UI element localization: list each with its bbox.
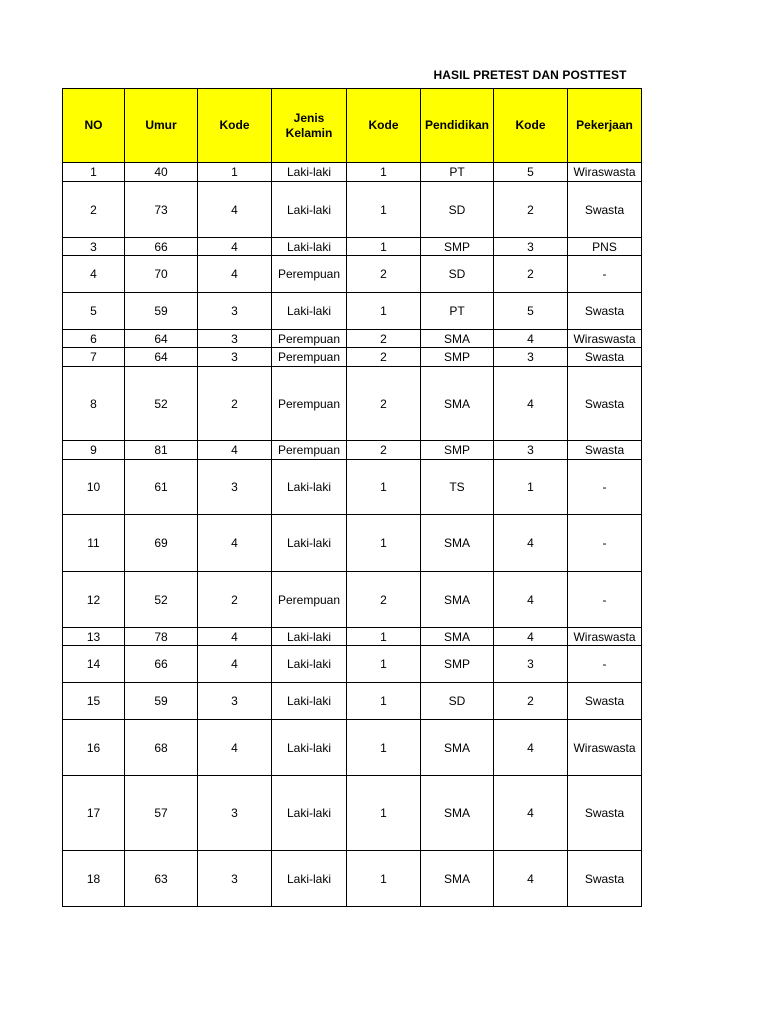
cell-kode: 2 xyxy=(347,256,421,293)
header-pekerjaan xyxy=(568,89,642,163)
cell-no: 6 xyxy=(63,330,125,348)
cell-no: 5 xyxy=(63,293,125,330)
table-row xyxy=(63,683,642,720)
cell-kode: 4 xyxy=(494,367,568,441)
cell-no: 10 xyxy=(63,460,125,515)
cell-jenis-kelamin: Perempuan xyxy=(272,367,347,441)
cell-pendidikan: PT xyxy=(421,163,494,182)
cell-pekerjaan: Swasta xyxy=(568,367,642,441)
cell-no: 4 xyxy=(63,256,125,293)
cell-kode: 4 xyxy=(198,441,272,460)
header-label: Umur xyxy=(145,118,177,132)
cell-kode: 3 xyxy=(198,348,272,367)
cell-kode: 4 xyxy=(198,646,272,683)
cell-pekerjaan: Swasta xyxy=(568,293,642,330)
table-row xyxy=(63,348,642,367)
cell-jenis-kelamin: Laki-laki xyxy=(272,776,347,851)
cell-pekerjaan: Wiraswasta xyxy=(568,163,642,182)
header-label: Kode xyxy=(219,118,250,132)
cell-jenis-kelamin: Laki-laki xyxy=(272,851,347,907)
cell-kode: 2 xyxy=(347,330,421,348)
table-row xyxy=(63,628,642,646)
cell-pekerjaan: - xyxy=(568,646,642,683)
header-label: NO xyxy=(84,118,103,132)
header-label: Pendidikan xyxy=(424,118,489,132)
cell-jenis-kelamin: Laki-laki xyxy=(272,646,347,683)
header-umur xyxy=(125,89,198,163)
cell-kode: 5 xyxy=(494,293,568,330)
cell-pendidikan: SMA xyxy=(421,367,494,441)
cell-umur: 63 xyxy=(125,851,198,907)
table-row xyxy=(63,460,642,515)
cell-kode: 2 xyxy=(347,441,421,460)
cell-pekerjaan: - xyxy=(568,515,642,572)
cell-kode: 3 xyxy=(198,776,272,851)
header-jenis-kelamin xyxy=(272,89,347,163)
header-label: Jenis Kelamin xyxy=(285,110,333,140)
cell-pendidikan: SMA xyxy=(421,628,494,646)
cell-kode: 3 xyxy=(494,646,568,683)
cell-kode: 1 xyxy=(347,293,421,330)
cell-no: 3 xyxy=(63,238,125,256)
cell-jenis-kelamin: Perempuan xyxy=(272,441,347,460)
cell-pendidikan: SMP xyxy=(421,348,494,367)
cell-kode: 4 xyxy=(494,330,568,348)
cell-kode: 1 xyxy=(347,720,421,776)
cell-kode: 2 xyxy=(198,572,272,628)
cell-kode: 4 xyxy=(494,851,568,907)
cell-kode: 4 xyxy=(198,515,272,572)
table-row xyxy=(63,776,642,851)
cell-no: 2 xyxy=(63,182,125,238)
cell-umur: 64 xyxy=(125,330,198,348)
table-row xyxy=(63,163,642,182)
cell-umur: 59 xyxy=(125,293,198,330)
cell-kode: 4 xyxy=(494,720,568,776)
cell-pekerjaan: - xyxy=(568,572,642,628)
table-row xyxy=(63,330,642,348)
cell-no: 16 xyxy=(63,720,125,776)
cell-kode: 5 xyxy=(494,163,568,182)
cell-umur: 57 xyxy=(125,776,198,851)
cell-kode: 4 xyxy=(494,628,568,646)
cell-kode: 4 xyxy=(494,776,568,851)
cell-kode: 2 xyxy=(347,572,421,628)
cell-jenis-kelamin: Laki-laki xyxy=(272,515,347,572)
cell-kode: 1 xyxy=(347,683,421,720)
cell-pekerjaan: Swasta xyxy=(568,851,642,907)
cell-kode: 1 xyxy=(347,163,421,182)
cell-pendidikan: SD xyxy=(421,182,494,238)
cell-pekerjaan: Wiraswasta xyxy=(568,330,642,348)
cell-pekerjaan: - xyxy=(568,256,642,293)
cell-pendidikan: SMA xyxy=(421,572,494,628)
cell-pekerjaan: Wiraswasta xyxy=(568,628,642,646)
cell-kode: 4 xyxy=(494,572,568,628)
cell-umur: 52 xyxy=(125,572,198,628)
cell-pekerjaan: PNS xyxy=(568,238,642,256)
cell-kode: 4 xyxy=(494,515,568,572)
header-label: Pekerjaan xyxy=(576,118,633,132)
table-row xyxy=(63,515,642,572)
table-row xyxy=(63,367,642,441)
cell-kode: 3 xyxy=(494,238,568,256)
cell-pendidikan: SMA xyxy=(421,851,494,907)
cell-kode: 4 xyxy=(198,182,272,238)
cell-umur: 61 xyxy=(125,460,198,515)
cell-pekerjaan: Swasta xyxy=(568,441,642,460)
cell-no: 8 xyxy=(63,367,125,441)
cell-jenis-kelamin: Laki-laki xyxy=(272,628,347,646)
cell-umur: 59 xyxy=(125,683,198,720)
cell-pendidikan: PT xyxy=(421,293,494,330)
cell-kode: 2 xyxy=(347,367,421,441)
cell-no: 1 xyxy=(63,163,125,182)
cell-no: 18 xyxy=(63,851,125,907)
cell-umur: 78 xyxy=(125,628,198,646)
header-kode xyxy=(347,89,421,163)
cell-no: 7 xyxy=(63,348,125,367)
cell-kode: 2 xyxy=(494,683,568,720)
cell-no: 15 xyxy=(63,683,125,720)
cell-kode: 1 xyxy=(347,628,421,646)
cell-kode: 1 xyxy=(198,163,272,182)
cell-pendidikan: SMP xyxy=(421,238,494,256)
cell-kode: 1 xyxy=(494,460,568,515)
cell-umur: 70 xyxy=(125,256,198,293)
cell-kode: 3 xyxy=(198,330,272,348)
table-row xyxy=(63,572,642,628)
cell-jenis-kelamin: Laki-laki xyxy=(272,238,347,256)
cell-jenis-kelamin: Perempuan xyxy=(272,572,347,628)
cell-kode: 2 xyxy=(198,367,272,441)
table-row xyxy=(63,851,642,907)
cell-pendidikan: SMP xyxy=(421,646,494,683)
cell-umur: 81 xyxy=(125,441,198,460)
cell-kode: 3 xyxy=(198,683,272,720)
cell-umur: 64 xyxy=(125,348,198,367)
cell-kode: 3 xyxy=(494,441,568,460)
cell-pekerjaan: - xyxy=(568,460,642,515)
cell-kode: 4 xyxy=(198,238,272,256)
table-row xyxy=(63,293,642,330)
header-kode xyxy=(198,89,272,163)
cell-jenis-kelamin: Laki-laki xyxy=(272,683,347,720)
header-label: Kode xyxy=(368,118,399,132)
cell-pekerjaan: Swasta xyxy=(568,348,642,367)
cell-umur: 40 xyxy=(125,163,198,182)
cell-kode: 3 xyxy=(494,348,568,367)
table-row xyxy=(63,182,642,238)
cell-pendidikan: SMA xyxy=(421,515,494,572)
cell-kode: 3 xyxy=(198,460,272,515)
cell-kode: 1 xyxy=(347,646,421,683)
cell-kode: 1 xyxy=(347,776,421,851)
cell-umur: 52 xyxy=(125,367,198,441)
header-no xyxy=(63,89,125,163)
cell-kode: 2 xyxy=(347,348,421,367)
cell-no: 13 xyxy=(63,628,125,646)
results-table xyxy=(62,88,642,907)
cell-pendidikan: SMA xyxy=(421,720,494,776)
cell-kode: 1 xyxy=(347,851,421,907)
cell-kode: 4 xyxy=(198,628,272,646)
cell-kode: 3 xyxy=(198,851,272,907)
cell-jenis-kelamin: Laki-laki xyxy=(272,460,347,515)
cell-no: 12 xyxy=(63,572,125,628)
page-title: HASIL PRETEST DAN POSTTEST xyxy=(433,68,627,82)
cell-pekerjaan: Swasta xyxy=(568,683,642,720)
cell-pendidikan: SMP xyxy=(421,441,494,460)
cell-pendidikan: SD xyxy=(421,683,494,720)
cell-kode: 1 xyxy=(347,460,421,515)
cell-kode: 1 xyxy=(347,182,421,238)
cell-jenis-kelamin: Laki-laki xyxy=(272,293,347,330)
cell-kode: 4 xyxy=(198,256,272,293)
cell-no: 9 xyxy=(63,441,125,460)
cell-pendidikan: SMA xyxy=(421,330,494,348)
cell-kode: 3 xyxy=(198,293,272,330)
cell-umur: 66 xyxy=(125,238,198,256)
cell-pekerjaan: Wiraswasta xyxy=(568,720,642,776)
cell-umur: 66 xyxy=(125,646,198,683)
table-row xyxy=(63,646,642,683)
cell-umur: 68 xyxy=(125,720,198,776)
cell-pekerjaan: Swasta xyxy=(568,776,642,851)
cell-no: 11 xyxy=(63,515,125,572)
header-kode xyxy=(494,89,568,163)
header-label: Kode xyxy=(515,118,546,132)
table-row xyxy=(63,256,642,293)
cell-jenis-kelamin: Perempuan xyxy=(272,348,347,367)
header-pendidikan xyxy=(421,89,494,163)
cell-pendidikan: SD xyxy=(421,256,494,293)
table-row xyxy=(63,238,642,256)
cell-pekerjaan: Swasta xyxy=(568,182,642,238)
cell-jenis-kelamin: Perempuan xyxy=(272,256,347,293)
header-row xyxy=(63,89,642,163)
cell-kode: 1 xyxy=(347,515,421,572)
cell-umur: 73 xyxy=(125,182,198,238)
cell-umur: 69 xyxy=(125,515,198,572)
cell-no: 17 xyxy=(63,776,125,851)
cell-kode: 4 xyxy=(198,720,272,776)
cell-kode: 1 xyxy=(347,238,421,256)
cell-kode: 2 xyxy=(494,256,568,293)
cell-jenis-kelamin: Perempuan xyxy=(272,330,347,348)
cell-jenis-kelamin: Laki-laki xyxy=(272,163,347,182)
cell-jenis-kelamin: Laki-laki xyxy=(272,720,347,776)
table-row xyxy=(63,441,642,460)
cell-pendidikan: SMA xyxy=(421,776,494,851)
cell-kode: 2 xyxy=(494,182,568,238)
cell-jenis-kelamin: Laki-laki xyxy=(272,182,347,238)
cell-pendidikan: TS xyxy=(421,460,494,515)
cell-no: 14 xyxy=(63,646,125,683)
table-row xyxy=(63,720,642,776)
